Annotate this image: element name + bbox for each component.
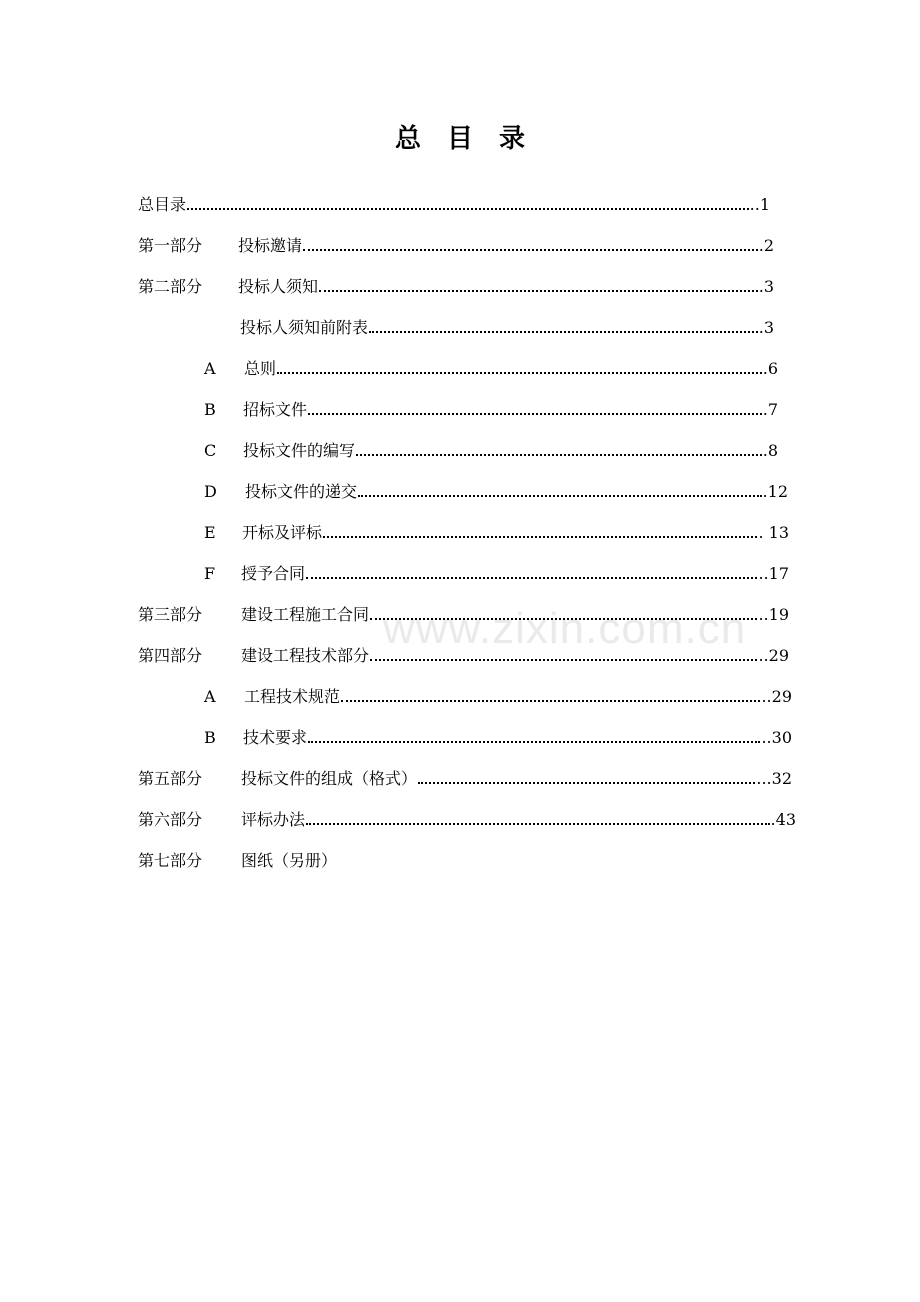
watermark: www.zixin.com.cn <box>383 604 747 653</box>
title-char: 录 <box>499 124 526 154</box>
toc-entry-title: 投标文件的递交 <box>245 482 358 501</box>
toc-entry[interactable] <box>204 725 792 751</box>
toc-entry-title: 投标文件的编写 <box>243 441 356 460</box>
toc-section-letter: F <box>204 564 216 583</box>
toc-part-label: 总目录 <box>138 195 187 214</box>
toc-section-letter: E <box>204 523 216 542</box>
toc-entry-title: 技术要求 <box>243 728 308 747</box>
toc-entry[interactable] <box>138 192 770 218</box>
toc-entry[interactable] <box>204 397 778 423</box>
toc-entry[interactable] <box>138 766 792 792</box>
toc-leader <box>308 741 760 743</box>
toc-leader <box>370 659 757 661</box>
toc-leader <box>308 413 762 415</box>
toc-entry-title: 建设工程施工合同 <box>241 605 370 624</box>
toc-page-number: .12 <box>762 482 788 501</box>
toc-section-letter: A <box>204 359 216 378</box>
toc-entry[interactable] <box>204 438 778 464</box>
toc-page-number: ..1 <box>749 195 770 214</box>
toc-page-number: ..19 <box>758 605 789 624</box>
toc-entry-title: 建设工程技术部分 <box>241 646 370 665</box>
toc-entry-title: 投标邀请 <box>238 236 303 255</box>
toc-entry-title: 授予合同 <box>241 564 306 583</box>
toc-part-label: 第三部分 <box>138 605 203 624</box>
toc-leader <box>277 372 762 374</box>
toc-section-letter: D <box>204 482 217 501</box>
toc-entry-title: 评标办法 <box>241 810 306 829</box>
toc-entry-title: 图纸（另册） <box>241 851 338 870</box>
toc-part-label: 第五部分 <box>138 769 203 788</box>
toc-page-number: ..30 <box>761 728 792 747</box>
toc-section-letter: C <box>204 441 217 460</box>
toc-part-label: 第四部分 <box>138 646 203 665</box>
toc-leader <box>187 208 749 210</box>
toc-section-letter: A <box>204 687 216 706</box>
toc-leader <box>356 454 762 456</box>
toc-page-number: .2 <box>758 236 774 255</box>
toc-entry-title: 招标文件 <box>243 400 308 419</box>
toc-page-number: ...32 <box>756 769 792 788</box>
toc-page-number: .8 <box>762 441 778 460</box>
title-char: 总 <box>394 124 421 154</box>
toc-entry[interactable] <box>138 643 789 669</box>
toc-entry[interactable] <box>138 274 774 300</box>
toc-leader <box>306 577 757 579</box>
toc-entry[interactable] <box>138 807 796 833</box>
toc-page-number: .6 <box>762 359 778 378</box>
toc-leader <box>323 536 757 538</box>
toc-entry-title: 工程技术规范 <box>244 687 341 706</box>
toc-part-label: 第二部分 <box>138 277 203 296</box>
toc-entry[interactable] <box>240 315 774 341</box>
toc-entry-title: 开标及评标 <box>242 523 323 542</box>
toc-part-label: 第一部分 <box>138 236 203 255</box>
toc-leader <box>418 782 755 784</box>
toc-entry-title: 总则 <box>244 359 277 378</box>
toc-entry[interactable] <box>138 848 438 874</box>
toc-page-number: . 13 <box>758 523 789 542</box>
toc-section-letter: B <box>204 728 216 747</box>
toc-entry[interactable] <box>204 520 789 546</box>
title-char: 目 <box>446 124 473 154</box>
toc-part-label: 第六部分 <box>138 810 203 829</box>
toc-section-letter: B <box>204 400 216 419</box>
toc-entry[interactable] <box>138 233 774 259</box>
toc-entry-title: 投标人须知 <box>238 277 319 296</box>
toc-page-number: .3 <box>758 277 774 296</box>
toc-page-number: .7 <box>762 400 778 419</box>
toc-page-number: ..29 <box>758 646 789 665</box>
toc-entry[interactable] <box>138 602 789 628</box>
toc-page-number: .43 <box>770 810 796 829</box>
toc-leader <box>341 700 760 702</box>
toc-entry-title: 投标人须知前附表 <box>240 318 369 337</box>
toc-leader <box>306 823 770 825</box>
toc-part-label: 第七部分 <box>138 851 203 870</box>
toc-page-number: ..17 <box>758 564 789 583</box>
toc-page-number: .3 <box>758 318 774 337</box>
toc-entry-title: 投标文件的组成（格式） <box>241 769 418 788</box>
toc-entry[interactable] <box>204 684 792 710</box>
toc-entry[interactable] <box>204 479 788 505</box>
page-title <box>0 118 920 155</box>
toc-leader <box>370 618 757 620</box>
toc-entry[interactable] <box>204 561 789 587</box>
toc-page-number: ..29 <box>761 687 792 706</box>
toc-entry[interactable] <box>204 356 778 382</box>
toc-leader <box>369 331 758 333</box>
toc-leader <box>358 495 762 497</box>
toc-leader <box>319 290 758 292</box>
toc-leader <box>303 249 758 251</box>
